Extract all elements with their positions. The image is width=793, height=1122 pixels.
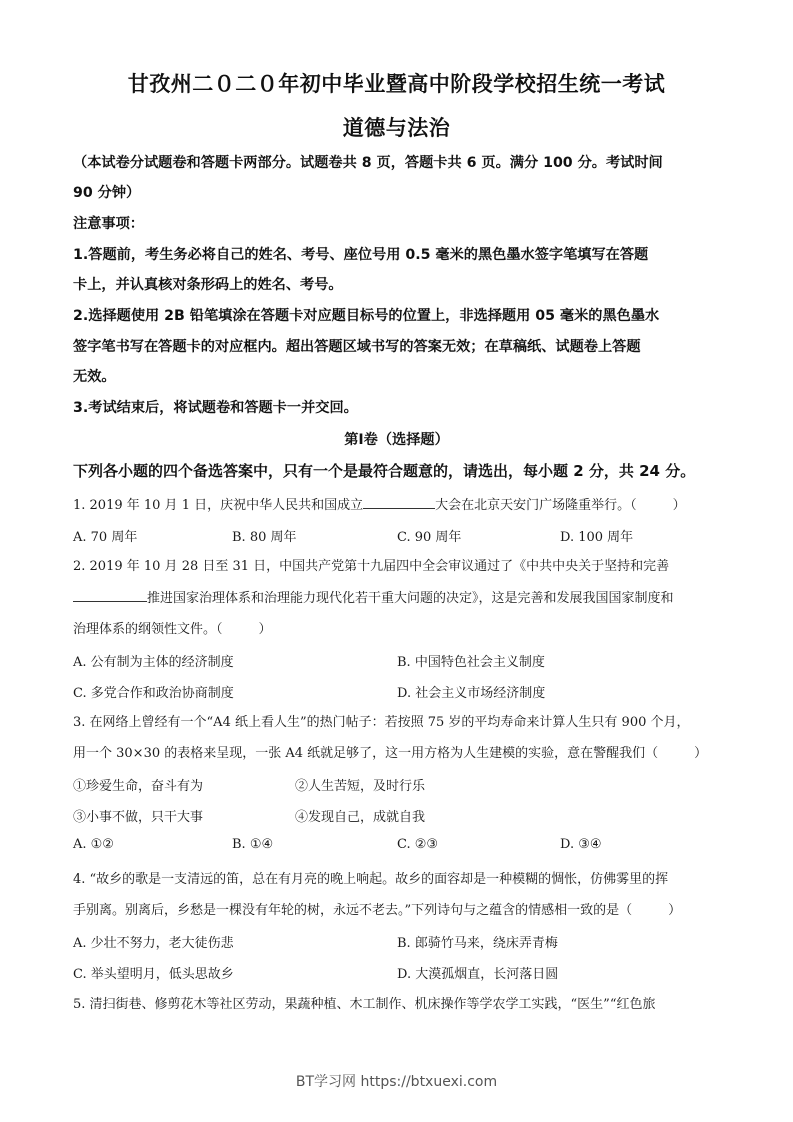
question-3-statement-3: ③小事不做，只干大事 bbox=[73, 810, 204, 825]
question-3-option-a[interactable]: A. ①② bbox=[73, 837, 114, 852]
question-1-stem-after: 大会在北京天安门广场隆重举行。（ bbox=[435, 498, 637, 513]
question-1-option-b[interactable]: B. 80 周年 bbox=[232, 530, 297, 545]
exam-title: 甘孜州二０二０年初中毕业暨高中阶段学校招生统一考试 bbox=[127, 72, 666, 96]
answer-blank bbox=[73, 588, 147, 602]
question-1-option-d[interactable]: D. 100 周年 bbox=[560, 530, 634, 545]
question-1-option-a[interactable]: A. 70 周年 bbox=[73, 530, 138, 545]
question-2-line-1: 2. 2019 年 10 月 28 日至 31 日，中国共产党第十九届四中全会审议通过了《中共中央关于坚持和完善 bbox=[73, 559, 670, 574]
question-3-statement-2: ②人生苦短，及时行乐 bbox=[295, 779, 426, 794]
note-2-line-2: 签字笔书写在答题卡的对应框内。超出答题区域书写的答案无效；在草稿纸、试题卷上答题 bbox=[73, 339, 641, 355]
question-4-option-b[interactable]: B. 郎骑竹马来，绕床弄青梅 bbox=[397, 936, 558, 951]
question-2-option-b[interactable]: B. 中国特色社会主义制度 bbox=[397, 655, 545, 670]
subject-title: 道德与法治 bbox=[342, 116, 451, 140]
question-3-statement-1: ①珍爱生命，奋斗有为 bbox=[73, 779, 204, 794]
question-1-stem-before: 1. 2019 年 10 月 1 日，庆祝中华人民共和国成立 bbox=[73, 498, 364, 513]
footer-watermark: BT学习网 https://btxuexi.com bbox=[295, 1074, 498, 1090]
section-title: 第Ⅰ卷（选择题） bbox=[344, 432, 449, 448]
answer-blank bbox=[363, 495, 435, 509]
intro-line-1: （本试卷分试题卷和答题卡两部分。试题卷共 8 页，答题卡共 6 页。满分 100 分。考试时间 bbox=[73, 155, 663, 171]
note-2-line-3: 无效。 bbox=[73, 369, 116, 385]
question-2-option-d[interactable]: D. 社会主义市场经济制度 bbox=[397, 686, 546, 701]
question-2-option-c[interactable]: C. 多党合作和政治协商制度 bbox=[73, 686, 234, 701]
question-3-option-b[interactable]: B. ①④ bbox=[232, 837, 274, 852]
question-5-line-1: 5. 清扫街巷、修剪花木等社区劳动，果蔬种植、木工制作、机床操作等学农学工实践，“医生”“红色旅 bbox=[73, 997, 656, 1012]
question-4-line-2: 手别离。别离后，乡愁是一棵没有年轮的树，永远不老去。”下列诗句与之蕴含的情感相一致的是（ ） bbox=[73, 903, 682, 918]
question-3-line-2: 用一个 30×30 的表格来呈现，一张 A4 纸就足够了，这一用方格为人生建模的实验，意在警醒我们（ ） bbox=[73, 746, 708, 761]
note-1-line-2: 卡上，并认真核对条形码上的姓名、考号。 bbox=[73, 277, 343, 293]
note-1-line-1: 1.答题前，考生务必将自己的姓名、考号、座位号用 0.5 毫米的黑色墨水签字笔填写在答题 bbox=[73, 247, 649, 263]
question-1-option-c[interactable]: C. 90 周年 bbox=[397, 530, 462, 545]
question-1-stem bbox=[73, 495, 733, 516]
intro-line-2: 90 分钟） bbox=[73, 185, 141, 201]
section-instruction: 下列各小题的四个备选答案中，只有一个是最符合题意的，请选出，每小题 2 分，共 24 分。 bbox=[73, 462, 696, 480]
question-2-line-2: 推进国家治理体系和治理能力现代化若干重大问题的决定》，这是完善和发展我国国家制度和 bbox=[73, 588, 733, 609]
question-4-option-c[interactable]: C. 举头望明月，低头思故乡 bbox=[73, 967, 234, 982]
question-3-option-d[interactable]: D. ③④ bbox=[560, 837, 602, 852]
note-3-line-1: 3.考试结束后，将试题卷和答题卡一并交回。 bbox=[73, 400, 358, 416]
question-4-line-1: 4. “故乡的歌是一支清远的笛，总在有月亮的晚上响起。故乡的面容却是一种模糊的惆怅，仿佛雾里的挥 bbox=[73, 872, 669, 887]
question-4-option-a[interactable]: A. 少壮不努力，老大徒伤悲 bbox=[73, 936, 234, 951]
notes-heading: 注意事项： bbox=[73, 216, 144, 232]
question-3-statement-4: ④发现自己，成就自我 bbox=[295, 810, 426, 825]
question-2-line-3: 治理体系的纲领性文件。（ ） bbox=[73, 622, 272, 637]
question-4-option-d[interactable]: D. 大漠孤烟直，长河落日圆 bbox=[397, 967, 559, 982]
question-3-line-1: 3. 在网络上曾经有一个“A4 纸上看人生”的热门帖子：若按照 75 岁的平均寿命来计算人生只有 900 个月， bbox=[73, 715, 690, 730]
question-1-close-paren: ） bbox=[672, 498, 686, 513]
question-2-option-a[interactable]: A. 公有制为主体的经济制度 bbox=[73, 655, 234, 670]
question-3-option-c[interactable]: C. ②③ bbox=[397, 837, 439, 852]
note-2-line-1: 2.选择题使用 2B 铅笔填涂在答题卡对应题目标号的位置上，非选择题用 05 毫米的黑色墨水 bbox=[73, 308, 660, 324]
